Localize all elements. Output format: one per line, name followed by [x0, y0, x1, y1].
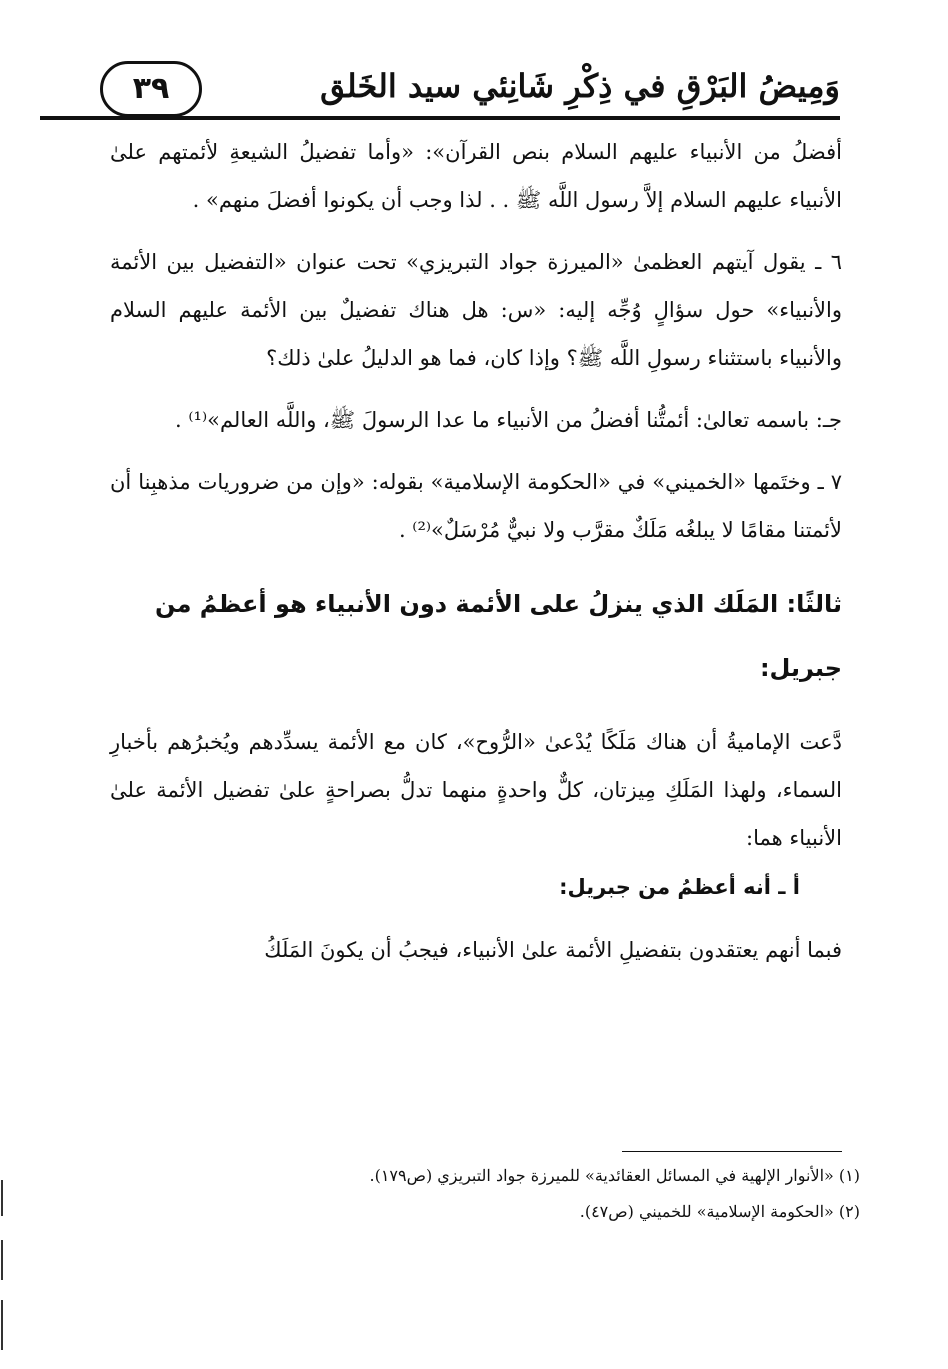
section-heading: ثالثًا: المَلَك الذي ينزلُ على الأئمة دون الأنبياء هو أعظمُ من جبريل:	[154, 590, 842, 682]
paragraph-3: جـ: باسمه تعالىٰ: أئمتُّنا أفضلُ من الأنبياء ما عدا الرسولَ ﷺ، واللَّه العالم»⁽¹⁾ .	[175, 408, 842, 432]
sub-heading: أ ـ أنه أعظمُ من جبريل:	[559, 875, 800, 899]
footnote-1: (١) «الأنوار الإلهية في المسائل العقائدية» للميرزة جواد التبريزي (ص١٧٩).	[369, 1166, 860, 1185]
paragraph-1: أفضلُ من الأنبياء عليهم السلام بنص القرآن»: «وأما تفضيلُ الشيعةِ لأئمتهم علىٰ الأنبياء عليهم السلام إلاَّ رسول اللَّه ﷺ . . لذا وجب أن يكونوا أفضلَ منهم» .	[110, 140, 842, 212]
paragraph-4: ٧ ـ وختَمها «الخميني» في «الحكومة الإسلامية» بقوله: «وإن من ضروريات مذهبِنا أن لأئمتنا مقامًا لا يبلغُه مَلَكٌ مقرَّب ولا نبيٌّ مُرْسَلٌ»⁽²⁾ .	[110, 470, 842, 542]
header-divider	[40, 116, 840, 120]
paragraph-2: ٦ ـ يقول آيتهم العظمىٰ «الميرزة جواد التبريزي» تحت عنوان «التفضيل بين الأئمة والأنبياء» حول سؤالٍ وُجِّه إليه: «س: هل هناك تفضيلٌ بين الأئمة عليهم السلام والأنبياء باستثناء رسولِ اللَّه ﷺ؟ وإذا كان، فما هو الدليلُ علىٰ ذلك؟	[110, 250, 842, 370]
scan-edge-marks	[0, 1180, 6, 1360]
page-number: ٣٩	[100, 61, 202, 117]
footnotes	[240, 1158, 860, 1230]
paragraph-5: دَّعت الإماميةُ أن هناك مَلَكًا يُدْعىٰ «الرُّوح»، كان مع الأئمة يسدِّدهم ويُخبرُهم بأخبارِ السماء، ولهذا المَلَكِ مِيزتان، كلٌّ واحدةٍ منهما تدلُّ بصراحةٍ علىٰ تفضيل الأئمة علىٰ الأنبياء هما:	[110, 730, 842, 850]
running-title: وَمِيضُ البَرْقِ في ذِكْرِ شَانِئي سيد الخَلق	[320, 67, 840, 105]
footnote-2: (٢) «الحكومة الإسلامية» للخميني (ص٤٧).	[579, 1202, 860, 1221]
page-body	[110, 128, 842, 974]
footnote-divider	[622, 1151, 842, 1152]
page-header	[100, 55, 840, 125]
paragraph-6: فبما أنهم يعتقدون بتفضيلِ الأئمة علىٰ الأنبياء، فيجبُ أن يكونَ المَلَكُ	[264, 938, 842, 962]
